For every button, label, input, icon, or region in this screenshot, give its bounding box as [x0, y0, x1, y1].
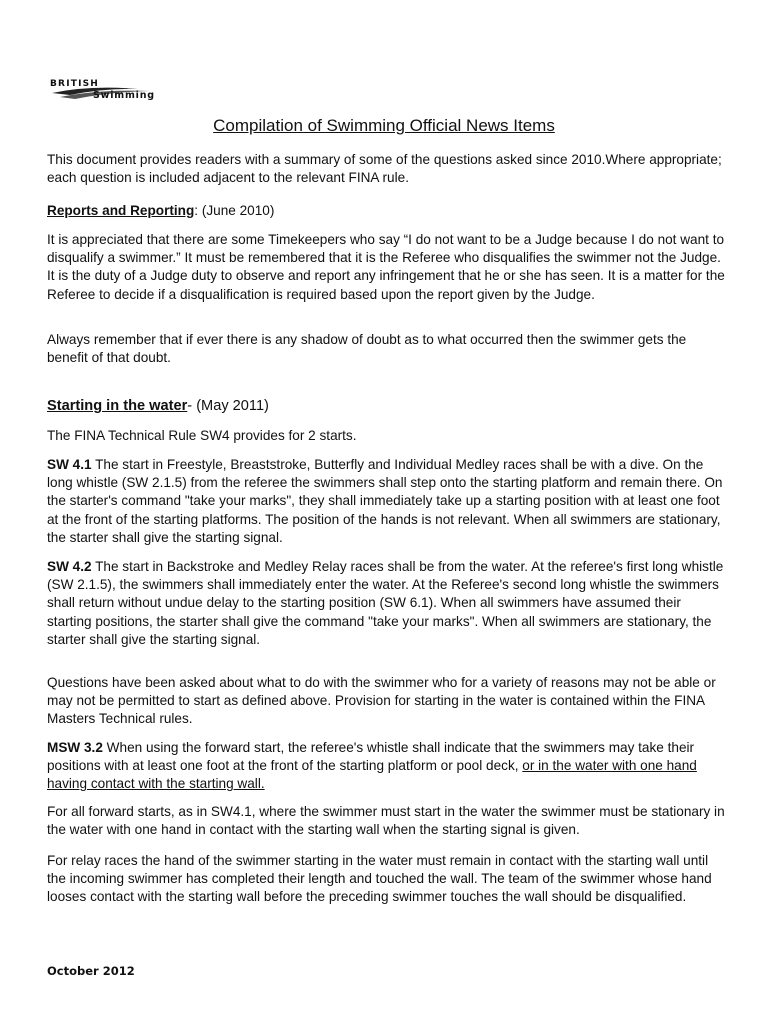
sw41-paragraph — [47, 456, 727, 547]
rule-text: When using the forward start, the referee's whistle shall indicate that the swimmers may take their positions with at least one foot at the front of the starting platform or pool deck, — [47, 740, 695, 774]
doubt-paragraph: Always remember that if ever there is any shadow of doubt as to what occurred then the swimmer gets the benefit of that doubt. — [47, 332, 687, 366]
relay-paragraph: For relay races the hand of the swimmer starting in the water must remain in contact with the starting wall until the incoming swimmer has completed their length and touched the wall. The team of the swimmer whose hand looses contact with the starting wall before the preceding swimmer touches the wall should be disqualified. — [47, 853, 712, 905]
reports-paragraph: It is appreciated that there are some Timekeepers who say “I do not want to be a Judge because I do not want to disqualify a swimmer.” It must be remembered that it is the Referee who disqualifies the swimmer not the Judge. It is the duty of a Judge duty to observe and report any infringement that he or she has seen. It is a matter for the Referee to decide if a disqualification is required based upon the report given by the Judge. — [47, 232, 725, 302]
msw32-paragraph — [47, 739, 727, 794]
intro-paragraph: This document provides readers with a summary of some of the questions asked since 2010.Where appropriate; each question is included adjacent to the relevant FINA rule. — [47, 152, 722, 186]
british-swimming-logo — [50, 79, 170, 105]
heading-date: : (June 2010) — [194, 203, 275, 218]
sw42-paragraph — [47, 558, 727, 649]
heading-text: Starting in the water — [47, 398, 188, 414]
logo-line1: BRITISH — [50, 79, 100, 89]
forward-starts-paragraph: For all forward starts, as in SW4.1, where the swimmer must start in the water the swimmer must be stationary in the water with one hand in contact with the starting wall when the starting signal is given. — [47, 804, 725, 838]
heading-text: Reports and Reporting — [47, 203, 195, 218]
footer-date: October 2012 — [47, 964, 135, 978]
document-title: Compilation of Swimming Official News Items — [213, 116, 555, 135]
rule-underlined-text: or in the water with one hand having contact with the starting wall. — [47, 758, 697, 792]
questions-paragraph: Questions have been asked about what to do with the swimmer who for a variety of reasons may not be able or may not be permitted to start as defined above. Provision for starting in the water is contained within the FINA Masters Technical rules. — [47, 675, 716, 727]
rule-label: SW 4.2 — [47, 559, 92, 574]
section-reports-heading — [47, 202, 727, 220]
section-starting-heading — [47, 397, 727, 415]
rule-text: The start in Freestyle, Breaststroke, Butterfly and Individual Medley races shall be with a dive. On the long whistle (SW 2.1.5) from the referee the swimmers shall step onto the starting platform and remain there. On the starter's command "take your marks", they shall immediately take up a starting position with at least one foot at the front of the starting platforms. The position of the hands is not relevant. When all swimmers are stationary, the starter shall give the starting signal. — [47, 457, 723, 545]
rule-text: The start in Backstroke and Medley Relay races shall be from the water. At the referee's first long whistle (SW 2.1.5), the swimmers shall immediately enter the water. At the Referee's second long whistle the swimmers shall return without undue delay to the starting position (SW 6.1). When all swimmers have assumed their starting positions, the starter shall give the command "take your marks". When all swimmers are stationary, the starter shall give the starting signal. — [47, 559, 724, 647]
logo-line2: Swimming — [93, 90, 155, 101]
fina-rule-paragraph: The FINA Technical Rule SW4 provides for 2 starts. — [47, 428, 357, 443]
rule-label: MSW 3.2 — [47, 740, 103, 755]
heading-date: - (May 2011) — [187, 398, 269, 414]
rule-label: SW 4.1 — [47, 457, 92, 472]
